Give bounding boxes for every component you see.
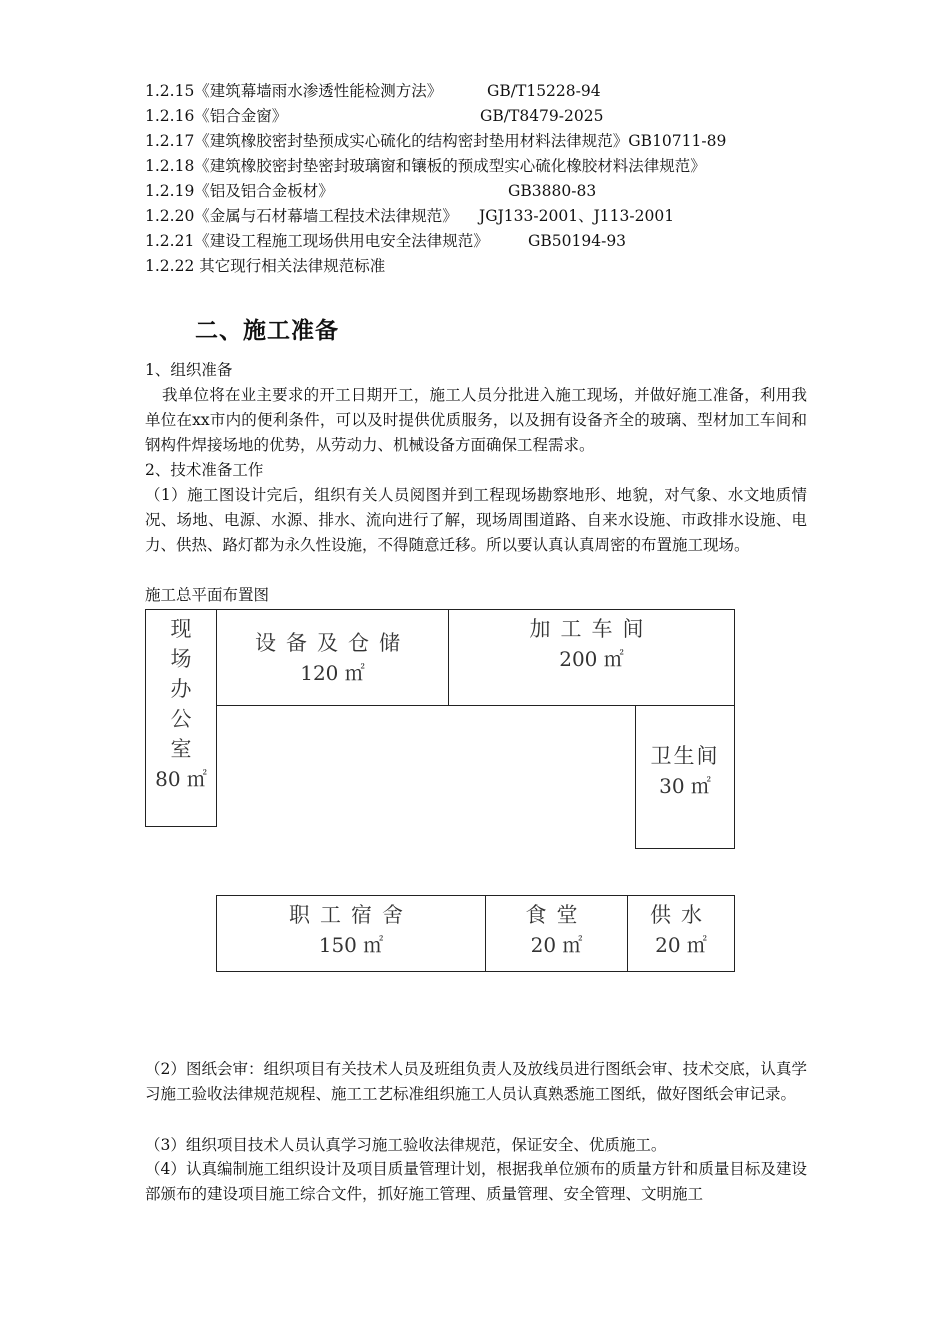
workshop-label: 加工车间 bbox=[529, 617, 654, 641]
ref-item: 1.2.21《建设工程施工现场供用电安全法律规范》 bbox=[145, 232, 489, 250]
water-supply-room bbox=[627, 895, 735, 972]
toilet-room bbox=[635, 705, 735, 849]
office-area: 80 ㎡ bbox=[155, 767, 207, 791]
ref-item: 1.2.16《铝合金窗》 bbox=[145, 107, 288, 125]
subsection-title: 1、组织准备 bbox=[145, 361, 233, 379]
plan-title: 施工总平面布置图 bbox=[145, 586, 270, 604]
dorm-label: 职工宿舍 bbox=[289, 903, 413, 927]
ref-item: 1.2.17《建筑橡胶密封垫预成实心硫化的结构密封垫用材料法律规范》GB10711-89 bbox=[145, 132, 727, 150]
storage-room bbox=[216, 609, 449, 706]
toilet-label: 卫生间 bbox=[650, 744, 720, 768]
office-room bbox=[145, 609, 217, 827]
paragraph: （3）组织项目技术人员认真学习施工验收法律规范，保证安全、优质施工。 bbox=[145, 1136, 667, 1154]
paragraph: （1）施工图设计完后，组织有关人员阅图并到工程现场勘察地形、地貌，对气象、水文地质情况、场地、电源、水源、排水、流向进行了解，现场周围道路、自来水设施、市政排水设施、电力、供热、路灯都为永久性设施，不得随意迁移。所以要认真认真周密的布置施工现场。 bbox=[145, 486, 807, 555]
toilet-area: 30 ㎡ bbox=[659, 774, 711, 798]
storage-area: 120 ㎡ bbox=[300, 661, 365, 685]
water-supply-area: 20 ㎡ bbox=[655, 933, 707, 957]
ref-item: 1.2.18《建筑橡胶密封垫密封玻璃窗和镶板的预成型实心硫化橡胶材料法律规范》 bbox=[145, 157, 706, 175]
ref-code: GB3880-83 bbox=[508, 182, 597, 200]
ref-code: GB50194-93 bbox=[528, 232, 627, 250]
dorm-area: 150 ㎡ bbox=[318, 933, 384, 957]
paragraph: 我单位将在业主要求的开工日期开工，施工人员分批进入施工现场，并做好施工准备，利用我单位在xx市内的便利条件，可以及时提供优质服务，以及拥有设备齐全的玻璃、型材加工车间和钢构件焊接场地的优势，从劳动力、机械设备方面确保工程需求。 bbox=[145, 386, 807, 455]
section-heading: 二、施工准备 bbox=[195, 318, 339, 344]
ref-item: 1.2.20《金属与石材幕墙工程技术法律规范》 bbox=[145, 207, 458, 225]
ref-item: 1.2.15《建筑幕墙雨水渗透性能检测方法》 bbox=[145, 82, 443, 100]
paragraph: （2）图纸会审：组织项目有关技术人员及班组负责人及放线员进行图纸会审、技术交底，认真学习施工验收法律规范规程、施工工艺标准组织施工人员认真熟悉施工图纸，做好图纸会审记录。 bbox=[145, 1060, 807, 1104]
office-label: 现 场 办 公 室 80 ㎡ bbox=[146, 614, 216, 794]
subsection-title: 2、技术准备工作 bbox=[145, 461, 264, 479]
ref-code: JGJ133-2001、J113-2001 bbox=[479, 207, 675, 225]
ref-code: GB/T8479-2025 bbox=[480, 107, 604, 125]
ref-item: 1.2.19《铝及铝合金板材》 bbox=[145, 182, 334, 200]
water-supply-label: 供水 bbox=[650, 903, 712, 927]
storage-label: 设备及仓储 bbox=[255, 631, 410, 655]
canteen-room bbox=[485, 895, 628, 972]
dorm-room bbox=[216, 895, 486, 972]
workshop-room bbox=[448, 609, 735, 706]
paragraph: （4）认真编制施工组织设计及项目质量管理计划，根据我单位颁布的质量方针和质量目标及建设部颁布的建设项目施工综合文件，抓好施工管理、质量管理、安全管理、文明施工 bbox=[145, 1160, 807, 1204]
ref-code: GB/T15228-94 bbox=[487, 82, 601, 100]
canteen-area: 20 ㎡ bbox=[530, 933, 583, 957]
workshop-area: 200 ㎡ bbox=[559, 647, 624, 671]
ref-item: 1.2.22 其它现行相关法律规范标准 bbox=[145, 257, 386, 275]
canteen-label: 食堂 bbox=[525, 903, 588, 927]
